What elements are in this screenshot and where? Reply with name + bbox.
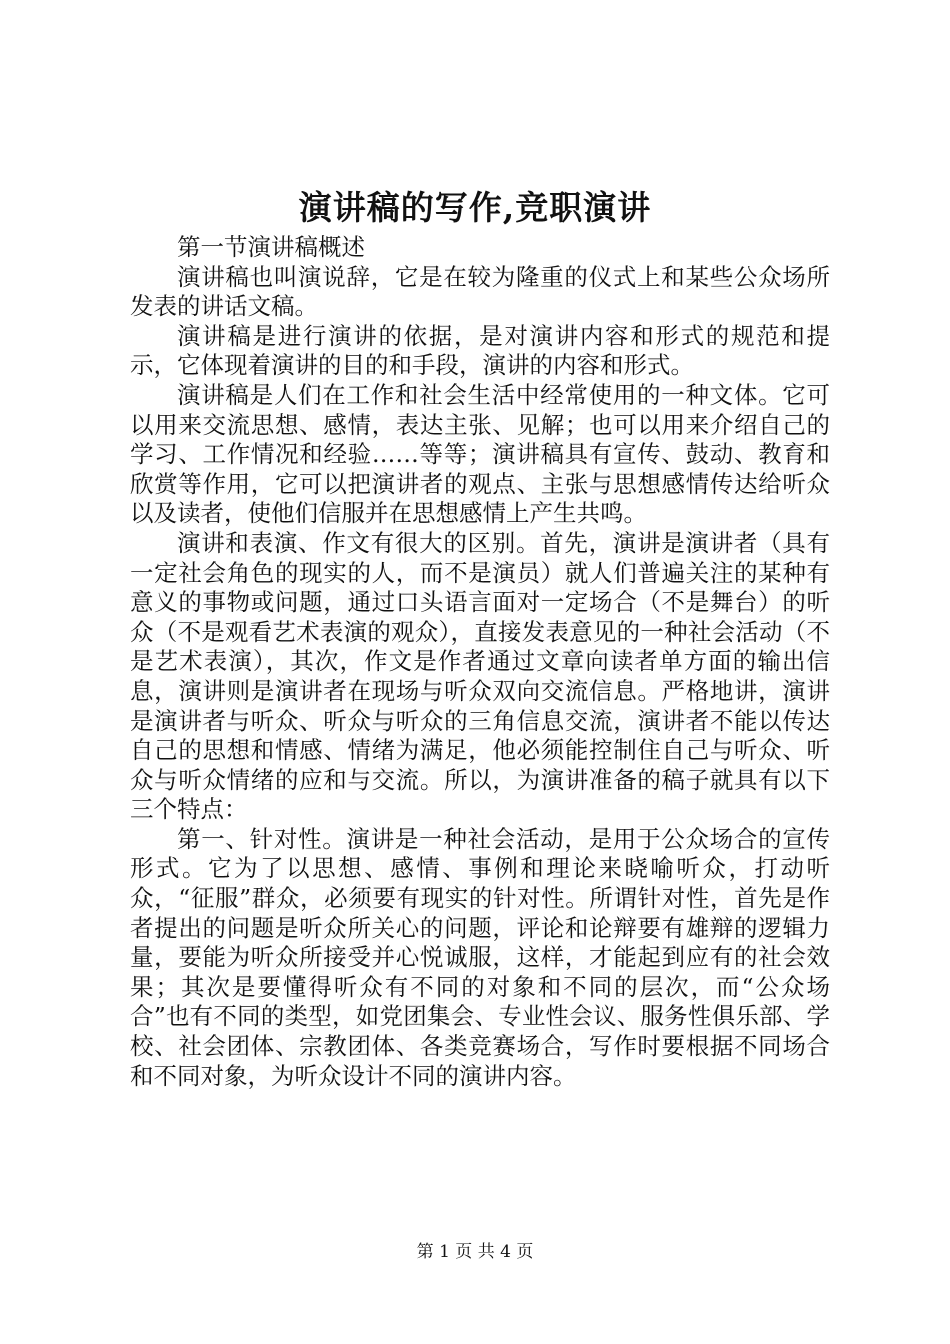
section-heading: 第一节演讲稿概述 [177, 233, 365, 261]
page-number-footer: 第 1 页 共 4 页 [416, 1242, 534, 1262]
document-title: 演讲稿的写作,竞职演讲 [298, 188, 652, 227]
paragraph: 第一、针对性。演讲是一种社会活动，是用于公众场合的宣传形式。它为了以思想、感情、事例和理论来晓喻听众，打动听众，“征服”群众，必须要有现实的针对性。所谓针对性，首先是作者提出的问题是听众所关心的问题，评论和论辩要有雄辩的逻辑力量，要能为听众所接受并心悦诚服，这样，才能起到应有的社会效果；其次是要懂得听众有不同的对象和不同的层次，而“公众场合”也有不同的类型，如党团集会、专业性会议、服务性俱乐部、学校、社会团体、宗教团体、各类竞赛场合，写作时要根据不同场合和不同对象，为听众设计不同的演讲内容。 [130, 824, 830, 1090]
paragraph: 演讲稿是人们在工作和社会生活中经常使用的一种文体。它可以用来交流思想、感情，表达主张、见解；也可以用来介绍自己的学习、工作情况和经验……等等；演讲稿具有宣传、鼓动、教育和欣赏等作用，它可以把演讲者的观点、主张与思想感情传达给听众以及读者，使他们信服并在思想感情上产生共鸣。 [130, 380, 830, 528]
paragraph: 演讲稿也叫演说辞，它是在较为隆重的仪式上和某些公众场所发表的讲话文稿。 [130, 262, 830, 321]
paragraph: 演讲和表演、作文有很大的区别。首先，演讲是演讲者（具有一定社会角色的现实的人，而不是演员）就人们普遍关注的某种有意义的事物或问题，通过口头语言面对一定场合（不是舞台）的听众（不是观看艺术表演的观众），直接发表意见的一种社会活动（不是艺术表演），其次，作文是作者通过文章向读者单方面的输出信息，演讲则是演讲者在现场与听众双向交流信息。严格地讲，演讲是演讲者与听众、听众与听众的三角信息交流，演讲者不能以传达自己的思想和情感、情绪为满足，他必须能控制住自己与听众、听众与听众情绪的应和与交流。所以，为演讲准备的稿子就具有以下三个特点： [130, 528, 830, 824]
document-body [130, 233, 830, 1091]
paragraph: 演讲稿是进行演讲的依据，是对演讲内容和形式的规范和提示，它体现着演讲的目的和手段，演讲的内容和形式。 [130, 321, 830, 380]
